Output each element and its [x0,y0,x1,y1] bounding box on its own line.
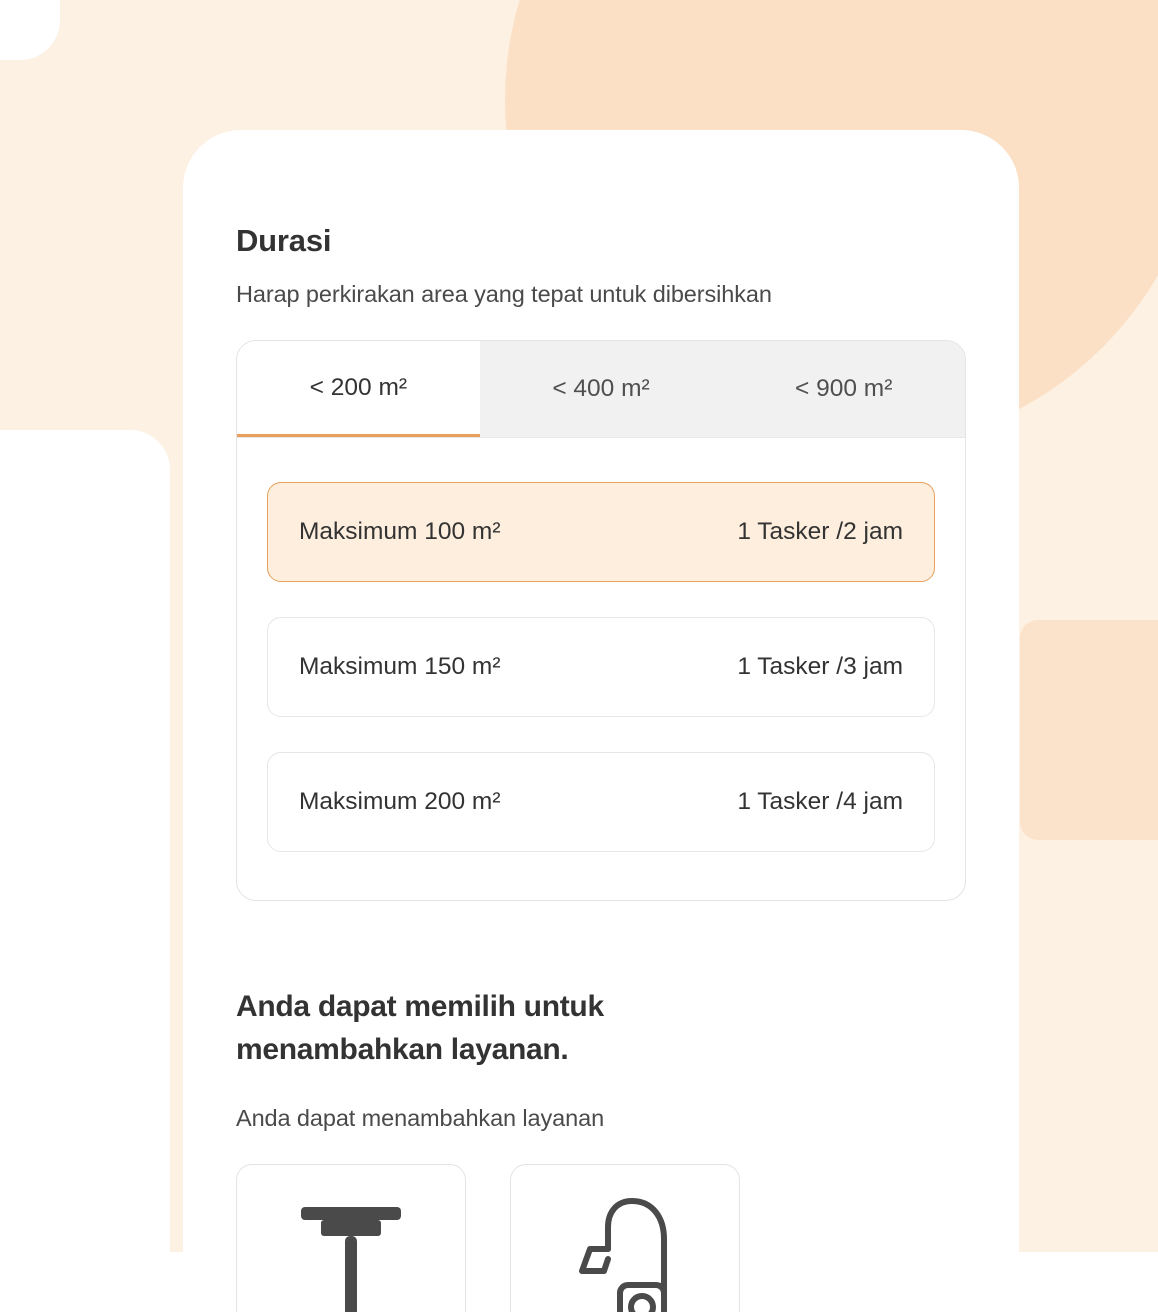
duration-subtitle: Harap perkirakan area yang tepat untuk dibersihkan [236,281,772,307]
duration-option-meta: 1 Tasker /2 jam [737,518,903,545]
phone-screen [183,130,1019,1312]
duration-card [236,340,966,901]
duration-option-area: Maksimum 200 m² [299,788,501,815]
duration-option-meta: 1 Tasker /3 jam [737,653,903,680]
decorative-corner-top-left [0,0,60,60]
duration-option-150[interactable] [267,617,935,717]
duration-option-100[interactable] [267,482,935,582]
tab-area-400[interactable]: < 400 m² [480,341,723,437]
duration-option-200[interactable] [267,752,935,852]
tab-area-900[interactable]: < 900 m² [722,341,965,437]
squeegee-icon [291,1189,411,1312]
phone-mockup [183,130,1019,1312]
duration-option-meta: 1 Tasker /4 jam [737,788,903,815]
addon-card-vacuum[interactable] [510,1164,740,1312]
decorative-panel-left [0,430,170,1312]
duration-option-area: Maksimum 100 m² [299,518,501,545]
page-title: Durasi [236,223,332,258]
decorative-panel-right [1020,620,1158,840]
vacuum-cleaner-icon [560,1189,690,1312]
addon-section-subtitle: Anda dapat menambahkan layanan [236,1105,605,1132]
addon-card-squeegee[interactable] [236,1164,466,1312]
duration-option-area: Maksimum 150 m² [299,653,501,680]
duration-option-list [237,438,965,900]
tab-area-200[interactable]: < 200 m² [237,341,480,437]
area-tabs [237,341,965,438]
addon-card-row [236,1164,966,1312]
addon-section-title: Anda dapat memilih untuk menambahkan layanan. [236,990,604,1066]
